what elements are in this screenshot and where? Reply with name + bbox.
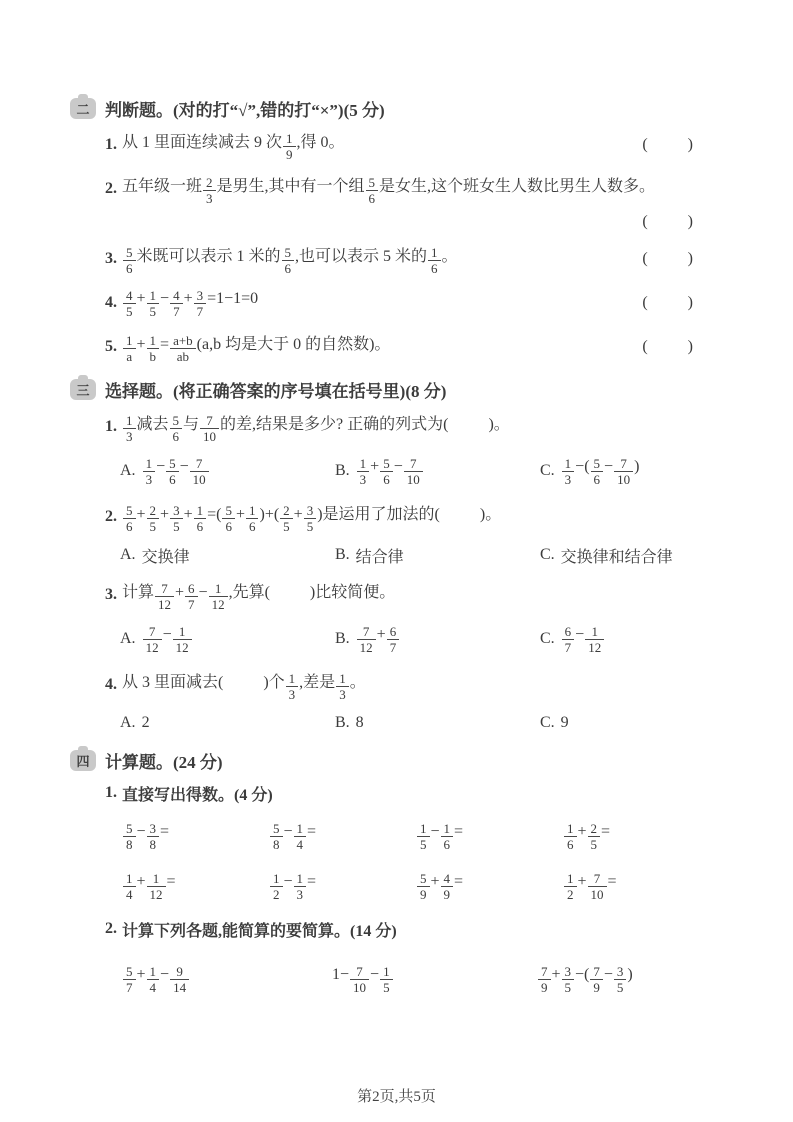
- fraction: $\frac{6}{7}$: [562, 625, 575, 654]
- option-b: [335, 457, 540, 486]
- fraction: $\frac{1}{3}$: [294, 872, 307, 901]
- fraction: $\frac{5}{7}$: [123, 965, 136, 994]
- fraction: $\frac{1}{4}$: [147, 965, 160, 994]
- question-text: $\frac{5}{6}$ 米既可以表示 1 米的 $\frac{5}{6}$ ,也可以表示 5 米的 $\frac{1}{6}$ 。: [122, 243, 458, 276]
- question-number: 2.: [105, 508, 117, 525]
- worksheet-content: [70, 86, 693, 1001]
- fraction: $\frac{5}{6}$: [366, 176, 379, 205]
- fraction: $\frac{5}{8}$: [123, 822, 136, 851]
- fraction: $\frac{5}{6}$: [222, 504, 235, 533]
- fraction: $\frac{3}{8}$: [147, 822, 160, 851]
- option-a: [120, 625, 335, 654]
- question-number: 3.: [105, 586, 117, 603]
- choice-question-3: [105, 574, 693, 616]
- question-number: 4.: [105, 294, 117, 311]
- section-title: 计算题。(24 分): [105, 753, 223, 772]
- section-judge-header: [70, 96, 693, 121]
- fraction: $\frac{7}{10}$: [614, 457, 633, 486]
- question-number: 2.: [105, 920, 117, 937]
- fraction: $\frac{6}{7}$: [387, 625, 400, 654]
- option-label: B.: [335, 630, 350, 647]
- fraction: $\frac{3}{5}$: [614, 965, 627, 994]
- seal-badge-icon: 二: [70, 98, 96, 119]
- fraction: $\frac{3}{5}$: [304, 504, 317, 533]
- option-text: 9: [560, 714, 569, 731]
- fraction: $\frac{5}{6}$: [123, 246, 136, 275]
- fraction: $\frac{1}{9}$: [283, 132, 296, 161]
- fraction: $\frac{1}{6}$: [194, 504, 207, 533]
- question-number: 1.: [105, 136, 117, 153]
- fraction: $\frac{1}{12}$: [585, 625, 604, 654]
- section-calc: [70, 748, 693, 1001]
- fraction: $\frac{5}{6}$: [123, 504, 136, 533]
- fraction: $\frac{4}{5}$: [123, 289, 136, 318]
- calc-subsection-2-title: [105, 917, 693, 941]
- judge-item-1: [105, 125, 693, 165]
- option-label: C.: [540, 714, 555, 731]
- option-text: 结合律: [355, 548, 404, 566]
- section-title: 判断题。(对的打“√”,错的打“×”)(5 分): [105, 101, 385, 120]
- choice-question-1-options: [120, 450, 693, 492]
- option-b: [335, 625, 540, 654]
- section-title: 选择题。(将正确答案的序号填在括号里)(8 分): [105, 382, 447, 401]
- fraction: $\frac{7}{9}$: [590, 965, 603, 994]
- option-a: [120, 457, 335, 486]
- fraction: $\frac{1}{6}$: [441, 822, 454, 851]
- fraction: $\frac{3}{5}$: [562, 965, 575, 994]
- fraction: $\frac{1}{b}$: [147, 334, 160, 363]
- answer-brackets: ( ): [642, 136, 693, 153]
- question-text: $\frac{1}{3}$ 减去 $\frac{5}{6}$ 与 $\frac{7}{10}$ 的差,结果是多少? 正确的列式为( )。: [122, 411, 510, 444]
- fraction: $\frac{1}{5}$: [147, 289, 160, 318]
- question-text: 五年级一班 $\frac{2}{3}$ 是男生,其中有一个组 $\frac{5}{6}$ 是女生,这个班女生人数比男生人数多。: [122, 175, 656, 207]
- judge-item-5: [105, 327, 693, 367]
- fraction: $\frac{1}{3}$: [336, 672, 349, 701]
- fraction: $\frac{3}{7}$: [194, 289, 207, 318]
- option-label: A.: [120, 462, 136, 479]
- calc-expression: $\frac{7}{9}$ + $\frac{3}{5}$ −( $\frac{7}{9}$ − $\frac{3}{5}$ ): [537, 965, 693, 994]
- fraction: $\frac{6}{7}$: [185, 582, 198, 611]
- section-calc-header: [70, 748, 693, 773]
- option-label: C.: [540, 546, 555, 563]
- option-c: [540, 714, 693, 732]
- question-text: $\frac{5}{6}$ + $\frac{2}{5}$ + $\frac{3}{5}$ + $\frac{1}{6}$ =( $\frac{5}{6}$ + $\frac{1}{6}$ )+( $\frac{2}{5}$ + $\frac{3}{5}$ )是运用了加法的( )。: [122, 501, 501, 534]
- calc-expression: 1− $\frac{7}{10}$ − $\frac{1}{5}$: [332, 965, 537, 994]
- calc-row: [122, 867, 693, 905]
- fraction: $\frac{1}{3}$: [357, 457, 370, 486]
- fraction: $\frac{2}{5}$: [588, 822, 601, 851]
- option-c: [540, 457, 693, 486]
- fraction: $\frac{1}{a}$: [123, 334, 136, 363]
- option-b: [335, 544, 540, 567]
- calc-expression: $\frac{5}{9}$ + $\frac{4}{9}$ =: [416, 872, 563, 901]
- answer-brackets: ( ): [642, 250, 693, 267]
- fraction: $\frac{7}{10}$: [350, 965, 369, 994]
- fraction: $\frac{1}{3}$: [123, 414, 136, 443]
- option-a: [120, 714, 335, 732]
- page-footer: 第2页,共5页: [357, 1089, 436, 1105]
- calc-subsection-1-title: [105, 781, 693, 805]
- fraction: $\frac{9}{14}$: [170, 965, 189, 994]
- answer-brackets: ( ): [642, 213, 693, 230]
- fraction: $\frac{5}{6}$: [170, 414, 183, 443]
- option-text: 2: [141, 714, 150, 731]
- fraction: $\frac{7}{12}$: [357, 625, 376, 654]
- fraction: $\frac{1}{2}$: [564, 872, 577, 901]
- fraction: $\frac{1}{2}$: [270, 872, 283, 901]
- fraction: $\frac{1}{3}$: [286, 672, 299, 701]
- option-c: [540, 625, 693, 654]
- judge-item-3: [105, 239, 693, 279]
- fraction: $\frac{5}{6}$: [591, 457, 604, 486]
- calc-expression: $\frac{1}{2}$ − $\frac{1}{3}$ =: [269, 872, 416, 901]
- fraction: $\frac{1}{5}$: [380, 965, 393, 994]
- question-number: 2.: [105, 180, 117, 197]
- fraction: $\frac{7}{12}$: [155, 582, 174, 611]
- answer-brackets: ( ): [642, 294, 693, 311]
- option-label: B.: [335, 546, 350, 563]
- fraction: $\frac{2}{5}$: [280, 504, 293, 533]
- judge-item-4: [105, 283, 693, 323]
- question-text: $\frac{1}{a}$ + $\frac{1}{b}$ = $\frac{a+b}{ab}$ (a,b 均是大于 0 的自然数)。: [122, 331, 390, 364]
- option-b: [335, 714, 540, 732]
- section-choice: [70, 377, 693, 738]
- fraction: $\frac{1}{5}$: [417, 822, 430, 851]
- fraction: $\frac{7}{10}$: [404, 457, 423, 486]
- fraction: $\frac{1}{12}$: [147, 872, 166, 901]
- calc-expression: $\frac{1}{4}$ + $\frac{1}{12}$ =: [122, 872, 269, 901]
- fraction: $\frac{1}{12}$: [209, 582, 228, 611]
- seal-badge-icon: 三: [70, 379, 96, 400]
- answer-brackets: ( ): [642, 338, 693, 355]
- fraction: $\frac{4}{7}$: [170, 289, 183, 318]
- option-text: $\frac{1}{3}$ − $\frac{5}{6}$ − $\frac{7}{10}$: [142, 457, 210, 486]
- question-number: 3.: [105, 250, 117, 267]
- question-number: 5.: [105, 338, 117, 355]
- choice-question-3-options: [120, 618, 693, 660]
- option-c: [540, 544, 693, 567]
- subsection-title: 计算下列各题,能简算的要简算。(14 分): [122, 922, 397, 940]
- option-a: [120, 544, 335, 567]
- option-text: 交换律和结合律: [560, 548, 673, 566]
- fraction: $\frac{5}{8}$: [270, 822, 283, 851]
- calc-expression: $\frac{5}{7}$ + $\frac{1}{4}$ − $\frac{9}{14}$: [122, 965, 332, 994]
- question-text: $\frac{4}{5}$ + $\frac{1}{5}$ − $\frac{4}{7}$ + $\frac{3}{7}$ =1−1=0: [122, 289, 258, 318]
- option-text: 8: [355, 714, 364, 731]
- question-number: 4.: [105, 676, 117, 693]
- option-text: $\frac{1}{3}$ + $\frac{5}{6}$ − $\frac{7}{10}$: [356, 457, 424, 486]
- fraction: $\frac{1}{3}$: [562, 457, 575, 486]
- option-label: A.: [120, 546, 136, 563]
- fraction: $\frac{1}{4}$: [123, 872, 136, 901]
- fraction: $\frac{2}{5}$: [147, 504, 160, 533]
- seal-badge-icon: 四: [70, 750, 96, 771]
- fraction: $\frac{1}{6}$: [564, 822, 577, 851]
- section-choice-header: [70, 377, 693, 402]
- fraction: $\frac{5}{6}$: [166, 457, 179, 486]
- option-text: $\frac{6}{7}$ − $\frac{1}{12}$: [561, 625, 606, 654]
- choice-question-4-options: [120, 708, 693, 738]
- option-text: 交换律: [141, 548, 190, 566]
- option-label: A.: [120, 714, 136, 731]
- judge-item-2: [105, 169, 693, 235]
- fraction: $\frac{1}{6}$: [246, 504, 259, 533]
- option-label: C.: [540, 462, 555, 479]
- fraction: $\frac{5}{6}$: [380, 457, 393, 486]
- option-label: B.: [335, 714, 350, 731]
- subsection-title: 直接写出得数。(4 分): [122, 786, 273, 804]
- fraction: $\frac{7}{12}$: [143, 625, 162, 654]
- question-number: 1.: [105, 784, 117, 801]
- question-text: 计算 $\frac{7}{12}$ + $\frac{6}{7}$ − $\frac{1}{12}$ ,先算( )比较简便。: [122, 581, 396, 613]
- fraction: $\frac{1}{6}$: [428, 246, 441, 275]
- calc-expression: $\frac{1}{6}$ + $\frac{2}{5}$ =: [563, 822, 710, 851]
- judge-item-2-text-row: [105, 169, 693, 209]
- option-label: C.: [540, 630, 555, 647]
- question-number: 1.: [105, 418, 117, 435]
- calc-expression: $\frac{1}{2}$ + $\frac{7}{10}$ =: [563, 872, 710, 901]
- fraction: $\frac{1}{4}$: [294, 822, 307, 851]
- fraction: $\frac{7}{10}$: [200, 414, 219, 443]
- choice-question-1: [105, 406, 693, 448]
- fraction: $\frac{5}{6}$: [282, 246, 295, 275]
- choice-question-2: [105, 496, 693, 538]
- calc-row: [122, 817, 693, 855]
- fraction: $\frac{7}{9}$: [538, 965, 551, 994]
- fraction: $\frac{5}{9}$: [417, 872, 430, 901]
- fraction: $\frac{3}{5}$: [170, 504, 183, 533]
- fraction: $\frac{7}{10}$: [588, 872, 607, 901]
- option-text: $\frac{7}{12}$ − $\frac{1}{12}$: [142, 625, 193, 654]
- fraction: $\frac{a+b}{ab}$: [170, 334, 196, 363]
- calc-row: [122, 957, 693, 1001]
- choice-question-2-options: [120, 540, 693, 570]
- calc-expression: $\frac{1}{5}$ − $\frac{1}{6}$ =: [416, 822, 563, 851]
- option-label: B.: [335, 462, 350, 479]
- fraction: $\frac{4}{9}$: [441, 872, 454, 901]
- choice-question-4: [105, 664, 693, 706]
- fraction: $\frac{1}{12}$: [173, 625, 192, 654]
- calc-expression: $\frac{5}{8}$ − $\frac{1}{4}$ =: [269, 822, 416, 851]
- calc-expression: $\frac{5}{8}$ − $\frac{3}{8}$ =: [122, 822, 269, 851]
- option-text: $\frac{7}{12}$ + $\frac{6}{7}$: [356, 625, 401, 654]
- fraction: $\frac{1}{3}$: [143, 457, 156, 486]
- option-text: $\frac{1}{3}$ −( $\frac{5}{6}$ − $\frac{7}{10}$ ): [561, 457, 640, 486]
- question-text: 从 1 里面连续减去 9 次 $\frac{1}{9}$ ,得 0。: [122, 131, 345, 163]
- fraction: $\frac{7}{10}$: [190, 457, 209, 486]
- judge-item-2-bracket-row: [105, 209, 693, 235]
- question-text: 从 3 里面减去( )个 $\frac{1}{3}$ ,差是 $\frac{1}{3}$ 。: [122, 671, 366, 703]
- option-label: A.: [120, 630, 136, 647]
- section-judge: [70, 96, 693, 367]
- fraction: $\frac{2}{3}$: [203, 176, 216, 205]
